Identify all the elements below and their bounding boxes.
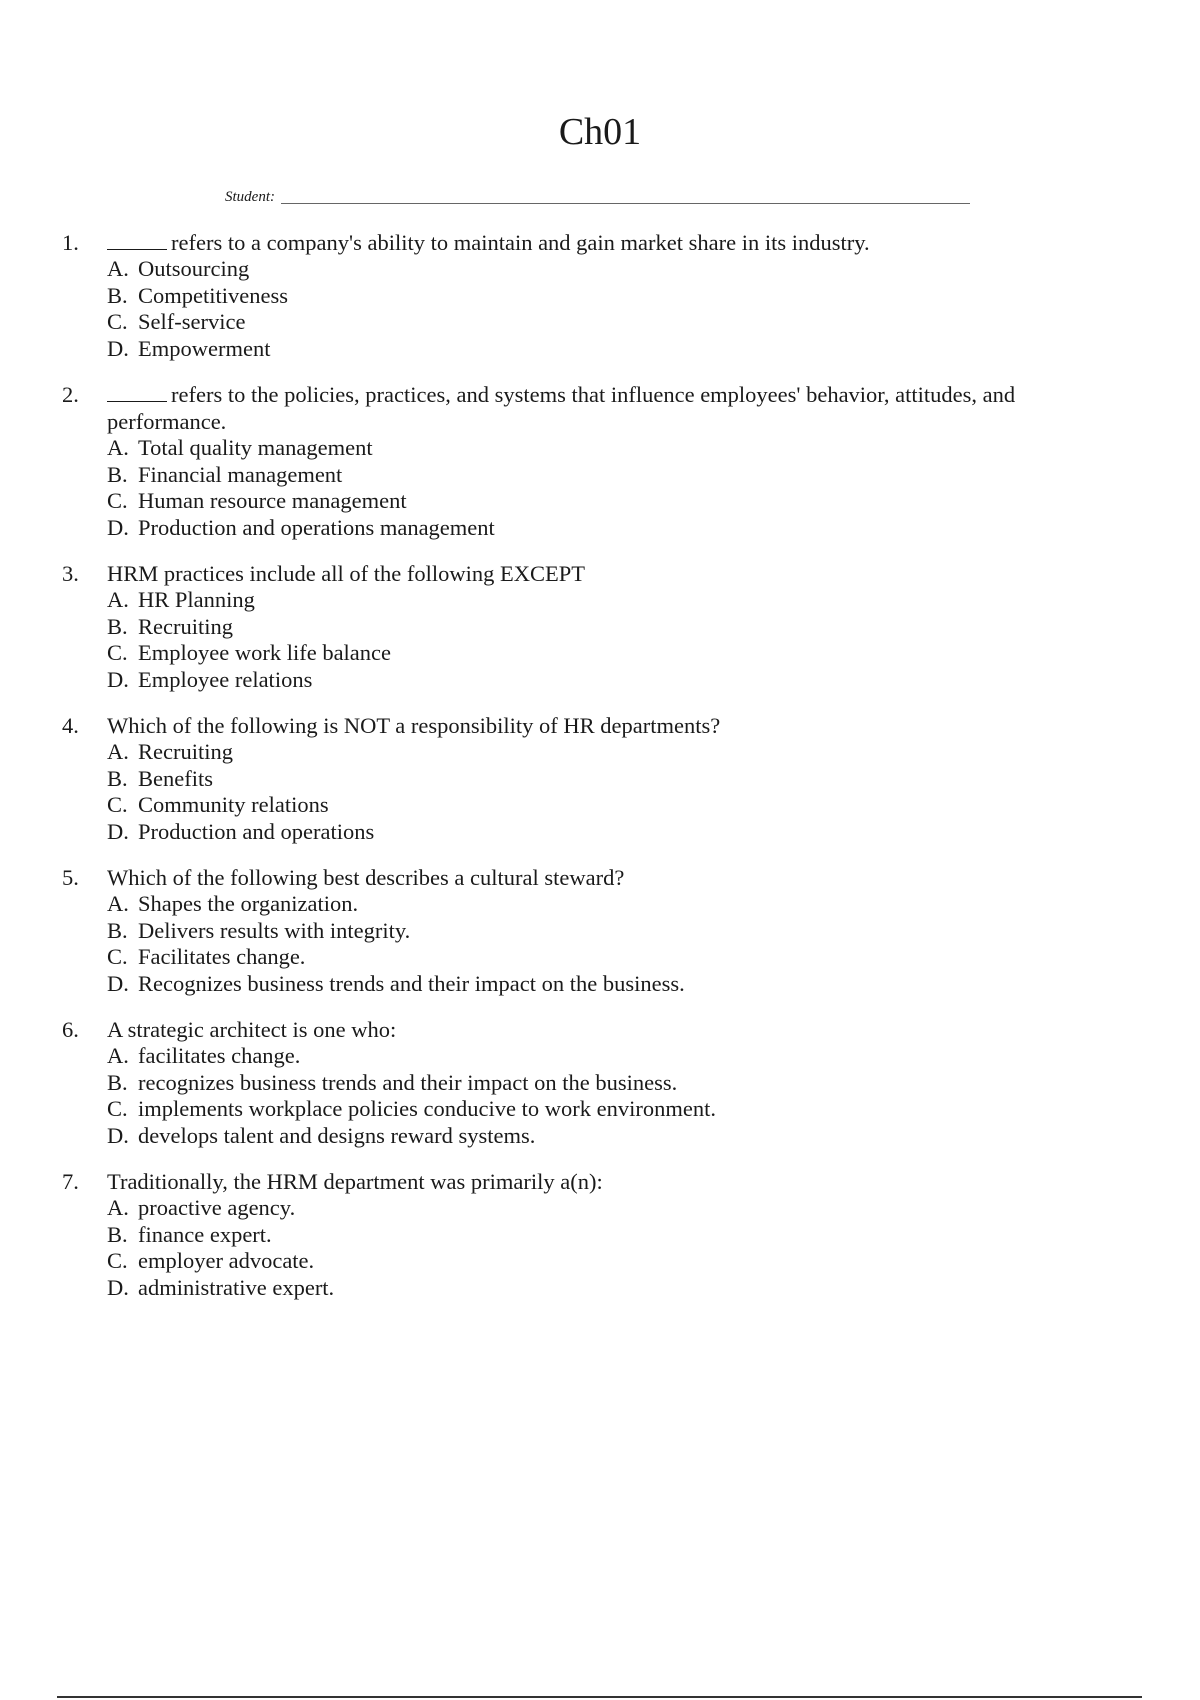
- option-letter: A.: [107, 1043, 129, 1068]
- option-text: employer advocate.: [138, 1248, 315, 1273]
- question-text: HRM practices include all of the following EXCEPT: [107, 561, 586, 586]
- option-a[interactable]: [62, 739, 1092, 766]
- option-letter: B.: [107, 1221, 128, 1247]
- option-text: Financial management: [138, 461, 343, 487]
- question-3: [62, 560, 1092, 693]
- option-letter: A.: [107, 891, 129, 916]
- option-d[interactable]: [62, 971, 1092, 998]
- footer-divider: [57, 1696, 1142, 1698]
- option-d[interactable]: [62, 336, 1092, 363]
- option-text: Employee relations: [138, 666, 313, 692]
- question-1: [62, 229, 1092, 362]
- option-text: Recruiting: [138, 613, 233, 639]
- option-text: Self-service: [138, 309, 246, 334]
- option-letter: C.: [107, 640, 128, 665]
- option-d[interactable]: [62, 667, 1092, 694]
- option-text: Production and operations: [138, 818, 375, 844]
- option-text: Human resource management: [138, 488, 407, 513]
- option-c[interactable]: [62, 944, 1092, 971]
- question-7: [62, 1168, 1092, 1301]
- option-a[interactable]: [62, 1195, 1092, 1222]
- question-number: 5.: [62, 865, 79, 890]
- option-text: Total quality management: [138, 435, 373, 460]
- option-a[interactable]: [62, 256, 1092, 283]
- option-text: facilitates change.: [138, 1043, 301, 1068]
- question-number: 6.: [62, 1017, 79, 1042]
- option-text: develops talent and designs reward systems.: [138, 1122, 536, 1148]
- option-d[interactable]: [62, 1123, 1092, 1150]
- option-text: proactive agency.: [138, 1195, 296, 1220]
- option-text: Outsourcing: [138, 256, 250, 281]
- question-number: 3.: [62, 561, 79, 586]
- option-letter: A.: [107, 1195, 129, 1220]
- option-letter: C.: [107, 1248, 128, 1273]
- option-letter: D.: [107, 666, 129, 692]
- question-text: Which of the following is NOT a responsibility of HR departments?: [107, 713, 721, 738]
- question-4: [62, 712, 1092, 845]
- option-b[interactable]: [62, 1070, 1092, 1097]
- option-text: Facilitates change.: [138, 944, 306, 969]
- option-letter: D.: [107, 1274, 129, 1300]
- option-letter: B.: [107, 765, 128, 791]
- option-c[interactable]: [62, 1248, 1092, 1275]
- option-c[interactable]: [62, 309, 1092, 336]
- student-name-line[interactable]: [281, 185, 970, 204]
- fill-in-blank: [107, 231, 167, 250]
- option-a[interactable]: [62, 1043, 1092, 1070]
- option-c[interactable]: [62, 1096, 1092, 1123]
- option-text: HR Planning: [138, 587, 255, 612]
- option-letter: C.: [107, 944, 128, 969]
- option-letter: B.: [107, 461, 128, 487]
- fill-in-blank: [107, 383, 167, 402]
- option-letter: A.: [107, 587, 129, 612]
- option-text: Production and operations management: [138, 514, 495, 540]
- option-d[interactable]: [62, 1275, 1092, 1302]
- question-text: refers to a company's ability to maintain and gain market share in its industry.: [171, 230, 870, 255]
- option-b[interactable]: [62, 1222, 1092, 1249]
- option-d[interactable]: [62, 819, 1092, 846]
- option-letter: D.: [107, 818, 129, 844]
- question-number: 2.: [62, 382, 79, 407]
- question-number: 7.: [62, 1169, 79, 1194]
- question-text: Traditionally, the HRM department was primarily a(n):: [107, 1169, 603, 1194]
- option-text: Benefits: [138, 765, 213, 791]
- option-text: Recruiting: [138, 739, 233, 764]
- option-c[interactable]: [62, 640, 1092, 667]
- option-b[interactable]: [62, 918, 1092, 945]
- option-letter: C.: [107, 488, 128, 513]
- question-text: A strategic architect is one who:: [107, 1017, 397, 1042]
- option-letter: D.: [107, 1122, 129, 1148]
- question-5: [62, 864, 1092, 997]
- student-label: Student:: [225, 189, 275, 205]
- option-letter: B.: [107, 917, 128, 943]
- student-name-field[interactable]: [225, 184, 970, 206]
- option-b[interactable]: [62, 283, 1092, 310]
- question-text: refers to the policies, practices, and systems that influence employees' behavior, attitudes, and performance.: [107, 382, 1016, 434]
- option-c[interactable]: [62, 792, 1092, 819]
- option-text: Empowerment: [138, 335, 271, 361]
- option-text: finance expert.: [138, 1221, 272, 1247]
- option-text: Recognizes business trends and their impact on the business.: [138, 970, 685, 996]
- option-a[interactable]: [62, 891, 1092, 918]
- option-b[interactable]: [62, 766, 1092, 793]
- option-text: Competitiveness: [138, 282, 288, 308]
- option-text: recognizes business trends and their impact on the business.: [138, 1069, 678, 1095]
- option-letter: A.: [107, 256, 129, 281]
- option-text: Employee work life balance: [138, 640, 392, 665]
- option-letter: D.: [107, 335, 129, 361]
- option-b[interactable]: [62, 614, 1092, 641]
- question-number: 1.: [62, 230, 79, 255]
- option-letter: C.: [107, 792, 128, 817]
- option-text: Shapes the organization.: [138, 891, 359, 916]
- option-letter: B.: [107, 282, 128, 308]
- question-list: [62, 229, 1092, 1320]
- option-letter: B.: [107, 1069, 128, 1095]
- option-letter: A.: [107, 435, 129, 460]
- option-a[interactable]: [62, 587, 1092, 614]
- option-text: Delivers results with integrity.: [138, 917, 411, 943]
- option-c[interactable]: [62, 488, 1092, 515]
- option-letter: D.: [107, 970, 129, 996]
- option-letter: D.: [107, 514, 129, 540]
- question-number: 4.: [62, 713, 79, 738]
- option-letter: C.: [107, 1096, 128, 1121]
- option-a[interactable]: [62, 435, 1092, 462]
- option-text: implements workplace policies conducive to work environment.: [138, 1096, 716, 1121]
- option-text: Community relations: [138, 792, 329, 817]
- page-title: Ch01: [558, 111, 642, 153]
- question-text: Which of the following best describes a cultural steward?: [107, 865, 625, 890]
- option-letter: C.: [107, 309, 128, 334]
- option-letter: B.: [107, 613, 128, 639]
- option-b[interactable]: [62, 462, 1092, 489]
- question-6: [62, 1016, 1092, 1149]
- option-letter: A.: [107, 739, 129, 764]
- question-2: [62, 381, 1092, 541]
- option-text: administrative expert.: [138, 1274, 335, 1300]
- option-d[interactable]: [62, 515, 1092, 542]
